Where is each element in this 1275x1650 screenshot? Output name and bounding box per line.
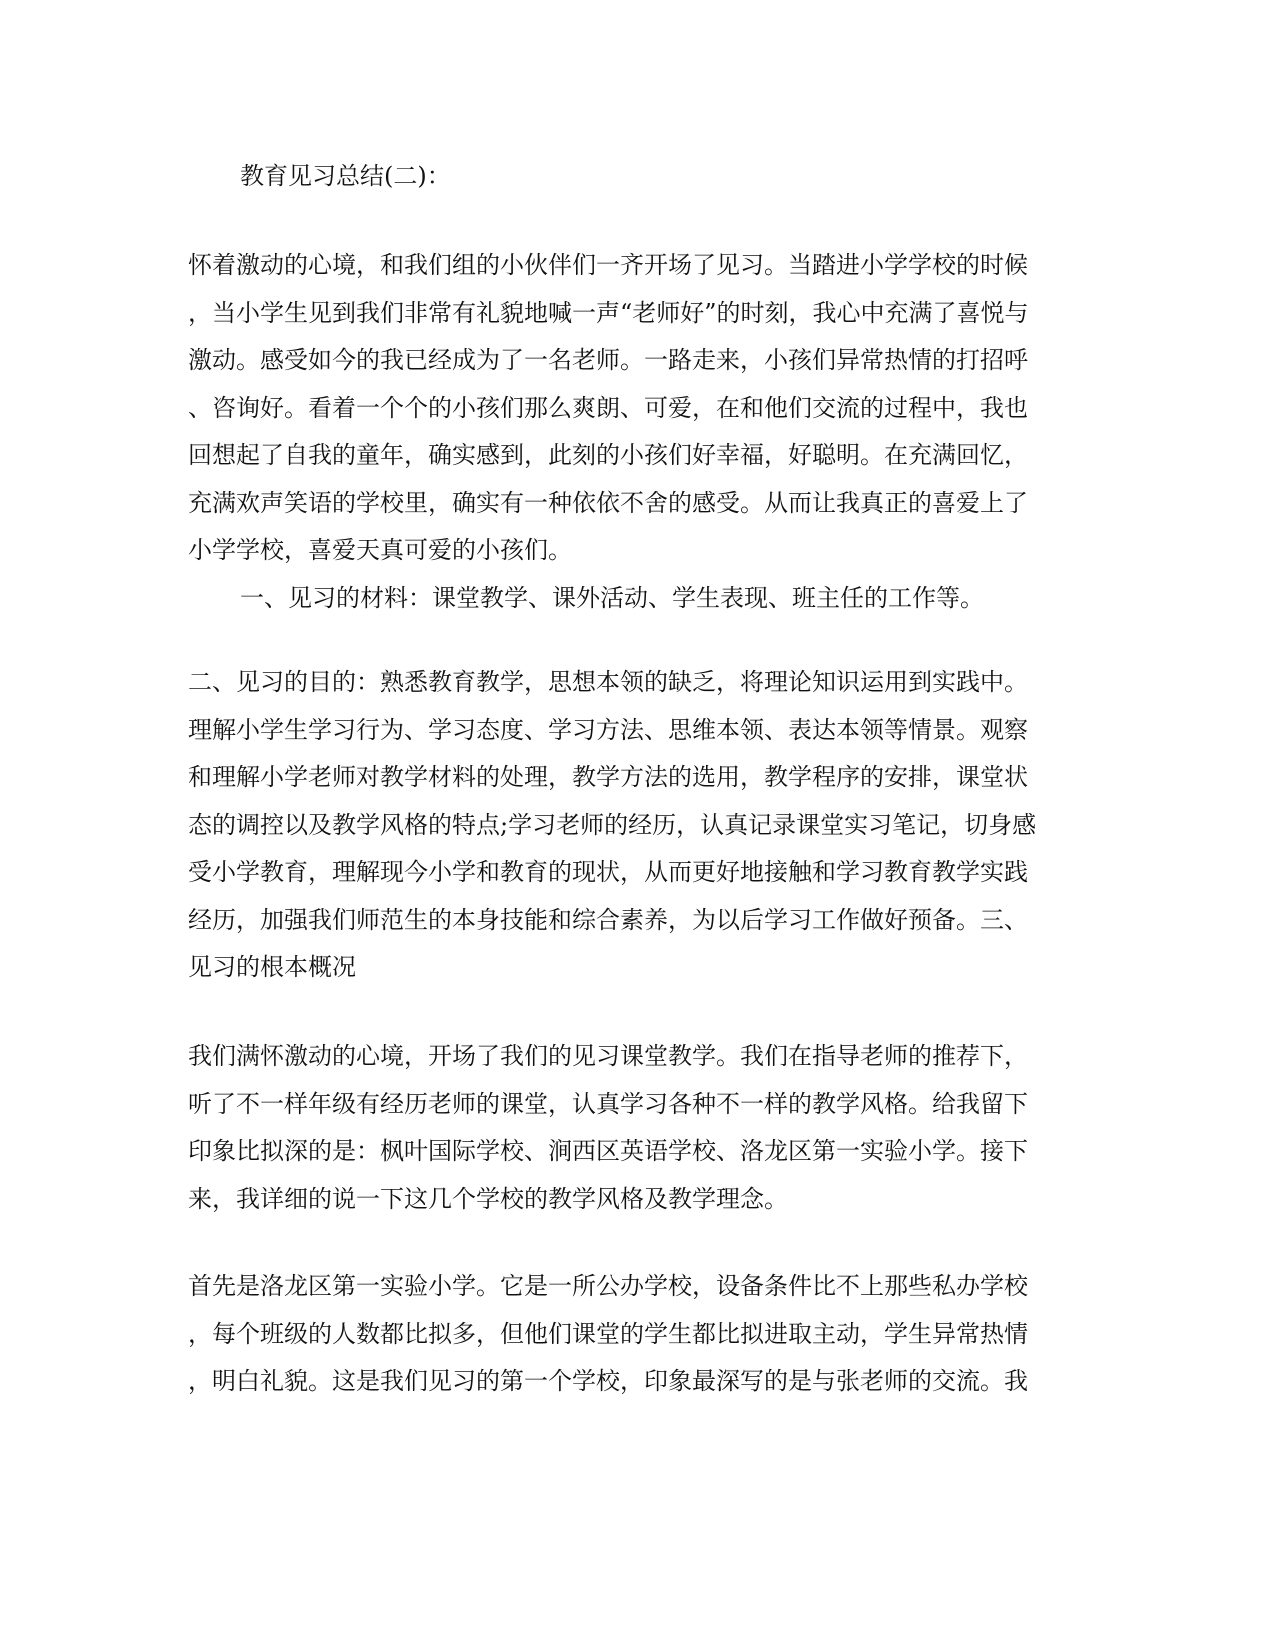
paragraph-line: ，每个班级的人数都比拟多，但他们课堂的学生都比拟进取主动，学生异常热情 (188, 1319, 1028, 1348)
document-heading: 教育见习总结(二)： (240, 162, 451, 190)
paragraph-overview (188, 1033, 1078, 1223)
paragraph-line: 充满欢声笑语的学校里，确实有一种依依不舍的感受。从而让我真正的喜爱上了 (188, 488, 1028, 517)
paragraph-line: 怀着激动的心境，和我们组的小伙伴们一齐开场了见习。当踏进小学学校的时候 (188, 251, 1028, 279)
paragraph-line: 我们满怀激动的心境，开场了我们的见习课堂教学。我们在指导老师的推荐下， (188, 1042, 1028, 1070)
paragraph-line: 、咨询好。看着一个个的小孩们那么爽朗、可爱，在和他们交流的过程中，我也 (188, 393, 1028, 422)
paragraph-line: 和理解小学老师对教学材料的处理，教学方法的选用，教学程序的安排，课堂状 (188, 763, 1028, 791)
paragraph-line: 经历，加强我们师范生的本身技能和综合素养，为以后学习工作做好预备。三、 (188, 905, 1028, 934)
section-item-materials: 一、见习的材料：课堂教学、课外活动、学生表现、班主任的工作等。 (240, 584, 984, 612)
paragraph-line: 首先是洛龙区第一实验小学。它是一所公办学校，设备条件比不上那些私办学校 (188, 1272, 1028, 1300)
paragraph-line: 态的调控以及教学风格的特点;学习老师的经历，认真记录课堂实习笔记，切身感 (188, 810, 1037, 839)
paragraph-line: ，明白礼貌。这是我们见习的第一个学校，印象最深写的是与张老师的交流。我 (188, 1367, 1028, 1395)
paragraph-line: 二、见习的目的：熟悉教育教学，思想本领的缺乏，将理论知识运用到实践中。 (188, 668, 1028, 696)
paragraph-intro (188, 242, 1078, 575)
paragraph-line: 回想起了自我的童年，确实感到，此刻的小孩们好幸福，好聪明。在充满回忆， (188, 441, 1028, 469)
paragraph-line: 小学学校，喜爱天真可爱的小孩们。 (188, 536, 572, 564)
paragraph-line: 受小学教育，理解现今小学和教育的现状，从而更好地接触和学习教育教学实践 (188, 858, 1028, 886)
paragraph-line: ，当小学生见到我们非常有礼貌地喊一声“老师好”的时刻，我心中充满了喜悦与 (188, 298, 1029, 327)
paragraph-line: 听了不一样年级有经历老师的课堂，认真学习各种不一样的教学风格。给我留下 (188, 1089, 1028, 1118)
paragraph-first-school (188, 1263, 1078, 1406)
paragraph-purpose (188, 659, 1078, 992)
paragraph-line: 激动。感受如今的我已经成为了一名老师。一路走来，小孩们异常热情的打招呼 (188, 346, 1028, 374)
paragraph-line: 印象比拟深的是：枫叶国际学校、涧西区英语学校、洛龙区第一实验小学。接下 (188, 1137, 1028, 1165)
paragraph-line: 见习的根本概况 (188, 953, 356, 981)
paragraph-line: 来，我详细的说一下这几个学校的教学风格及教学理念。 (188, 1184, 788, 1213)
paragraph-line: 理解小学生学习行为、学习态度、学习方法、思维本领、表达本领等情景。观察 (188, 715, 1028, 744)
